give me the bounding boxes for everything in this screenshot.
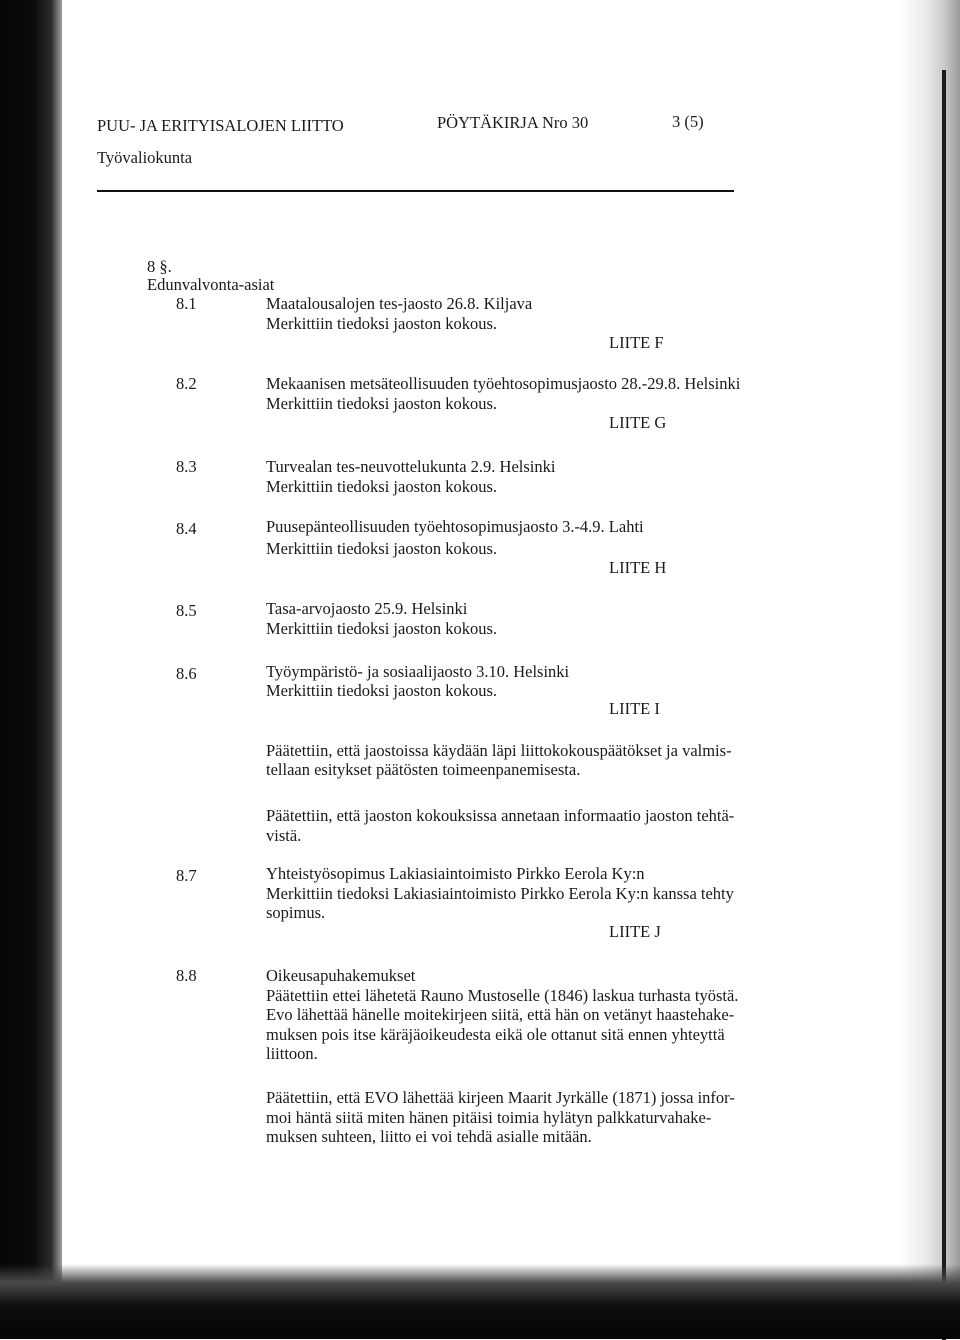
item-number: 8.6 (176, 664, 197, 683)
item-title: Maatalousalojen tes-jaosto 26.8. Kiljava (266, 294, 533, 313)
decision-paragraph-line: tellaan esitykset päätösten toimeenpanemisesta. (266, 760, 581, 779)
header-document-title: PÖYTÄKIRJA Nro 30 (437, 113, 589, 132)
decision-paragraph-line: muksen suhteen, liitto ei voi tehdä asialle mitään. (266, 1127, 592, 1146)
item-title: Työympäristö- ja sosiaalijaosto 3.10. Helsinki (266, 662, 570, 681)
decision-paragraph-line: Päätettiin, että jaoston kokouksissa annetaan informaatio jaoston tehtä- (266, 806, 735, 825)
section-title: Edunvalvonta-asiat (147, 275, 275, 294)
item-title: Mekaanisen metsäteollisuuden työehtosopimusjaosto 28.-29.8. Helsinki (266, 374, 741, 393)
scan-shadow-bottom (0, 1264, 960, 1339)
attachment-label: LIITE J (609, 922, 661, 941)
scan-shadow-right (900, 0, 960, 1339)
attachment-label: LIITE H (609, 558, 667, 577)
decision-paragraph-line: Päätettiin ettei lähetetä Rauno Mustoselle (1846) laskua turhasta työstä. (266, 986, 739, 1005)
item-note: Merkittiin tiedoksi jaoston kokous. (266, 681, 497, 700)
item-note: Merkittiin tiedoksi jaoston kokous. (266, 477, 497, 496)
attachment-label: LIITE G (609, 413, 667, 432)
attachment-label: LIITE I (609, 699, 660, 718)
decision-paragraph-line: muksen pois itse käräjäoikeudesta eikä ole ottanut sitä ennen yhteyttä (266, 1025, 725, 1044)
item-title: Oikeusapuhakemukset (266, 966, 416, 985)
item-note: Merkittiin tiedoksi jaoston kokous. (266, 539, 497, 558)
item-note: Merkittiin tiedoksi Lakiasiaintoimisto Pirkko Eerola Ky:n kanssa tehty (266, 884, 734, 903)
item-title: Yhteistyösopimus Lakiasiaintoimisto Pirkko Eerola Ky:n (266, 864, 645, 883)
item-number: 8.1 (176, 294, 197, 313)
item-note: sopimus. (266, 903, 326, 922)
decision-paragraph-line: Päätettiin, että jaostoissa käydään läpi liittokokouspäätökset ja valmis- (266, 741, 732, 760)
item-number: 8.3 (176, 457, 197, 476)
item-number: 8.4 (176, 519, 197, 538)
decision-paragraph-line: Päätettiin, että EVO lähettää kirjeen Maarit Jyrkälle (1871) jossa infor- (266, 1088, 735, 1107)
decision-paragraph-line: Evo lähettää hänelle moitekirjeen siitä, että hän on vetänyt haastehake- (266, 1005, 735, 1024)
item-note: Merkittiin tiedoksi jaoston kokous. (266, 314, 497, 333)
decision-paragraph-line: liittoon. (266, 1044, 318, 1063)
item-number: 8.2 (176, 374, 197, 393)
item-number: 8.8 (176, 966, 197, 985)
item-number: 8.7 (176, 866, 197, 885)
header-department: Työvaliokunta (97, 148, 193, 167)
attachment-label: LIITE F (609, 333, 664, 352)
decision-paragraph-line: vistä. (266, 826, 302, 845)
decision-paragraph-line: moi häntä siitä miten hänen pitäisi toimia hylätyn palkkaturvahake- (266, 1108, 712, 1127)
header-page-number: 3 (5) (672, 112, 704, 131)
section-number: 8 §. (147, 257, 172, 276)
header-rule (97, 190, 734, 192)
scan-shadow-left (0, 0, 62, 1339)
header-organization: PUU- JA ERITYISALOJEN LIITTO (97, 116, 344, 135)
item-title: Puusepänteollisuuden työehtosopimusjaosto 3.-4.9. Lahti (266, 517, 644, 536)
item-note: Merkittiin tiedoksi jaoston kokous. (266, 619, 497, 638)
item-title: Turvealan tes-neuvottelukunta 2.9. Helsinki (266, 457, 556, 476)
item-note: Merkittiin tiedoksi jaoston kokous. (266, 394, 497, 413)
item-number: 8.5 (176, 601, 197, 620)
item-title: Tasa-arvojaosto 25.9. Helsinki (266, 599, 468, 618)
